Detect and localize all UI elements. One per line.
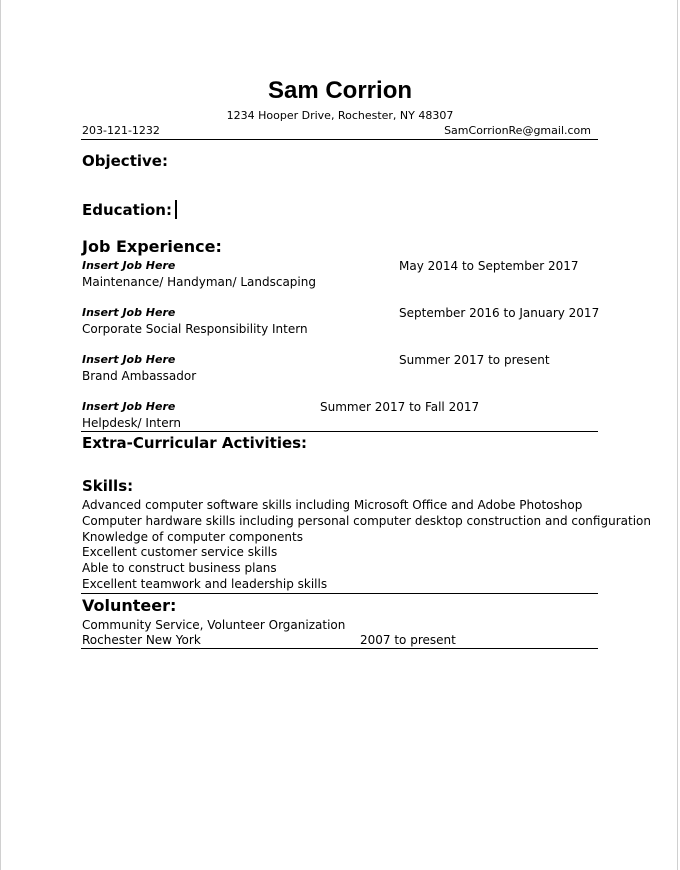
skill-item: Excellent teamwork and leadership skills xyxy=(82,577,328,591)
skill-item: Able to construct business plans xyxy=(82,561,277,575)
volunteer-dates: 2007 to present xyxy=(360,633,456,647)
job-role: Maintenance/ Handyman/ Landscaping xyxy=(82,275,316,289)
jobs-rule xyxy=(81,431,598,432)
job-title: Insert Job Here xyxy=(82,306,176,319)
resume-email: SamCorrionRe@gmail.com xyxy=(444,124,591,137)
job-role: Helpdesk/ Intern xyxy=(82,416,181,430)
extra-curricular-heading: Extra-Curricular Activities: xyxy=(82,434,308,452)
header-rule xyxy=(81,139,598,140)
volunteer-rule xyxy=(81,648,598,649)
job-title: Insert Job Here xyxy=(82,259,176,272)
resume-address: 1234 Hooper Drive, Rochester, NY 48307 xyxy=(226,109,454,122)
skill-item: Computer hardware skills including personal computer desktop construction and configuration xyxy=(82,514,651,528)
job-role: Corporate Social Responsibility Intern xyxy=(82,322,308,336)
skill-item: Advanced computer software skills including Microsoft Office and Adobe Photoshop xyxy=(82,498,583,512)
skills-heading: Skills: xyxy=(82,477,134,495)
job-dates: Summer 2017 to Fall 2017 xyxy=(320,400,480,414)
objective-heading: Objective: xyxy=(82,152,168,170)
skill-item: Knowledge of computer components xyxy=(82,530,303,544)
job-title: Insert Job Here xyxy=(82,353,176,366)
volunteer-heading: Volunteer: xyxy=(82,596,177,615)
job-experience-heading: Job Experience: xyxy=(82,237,222,256)
job-role: Brand Ambassador xyxy=(82,369,197,383)
job-dates: September 2016 to January 2017 xyxy=(399,306,600,320)
skill-item: Excellent customer service skills xyxy=(82,545,278,559)
job-dates: May 2014 to September 2017 xyxy=(399,259,579,273)
volunteer-location: Rochester New York xyxy=(82,633,201,647)
text-cursor xyxy=(175,200,177,219)
volunteer-organization: Community Service, Volunteer Organization xyxy=(82,618,346,632)
resume-name: Sam Corrion xyxy=(267,77,413,104)
resume-phone: 203-121-1232 xyxy=(82,124,160,137)
job-title: Insert Job Here xyxy=(82,400,176,413)
education-heading: Education: xyxy=(82,201,172,219)
skills-rule xyxy=(81,593,598,594)
job-dates: Summer 2017 to present xyxy=(399,353,550,367)
